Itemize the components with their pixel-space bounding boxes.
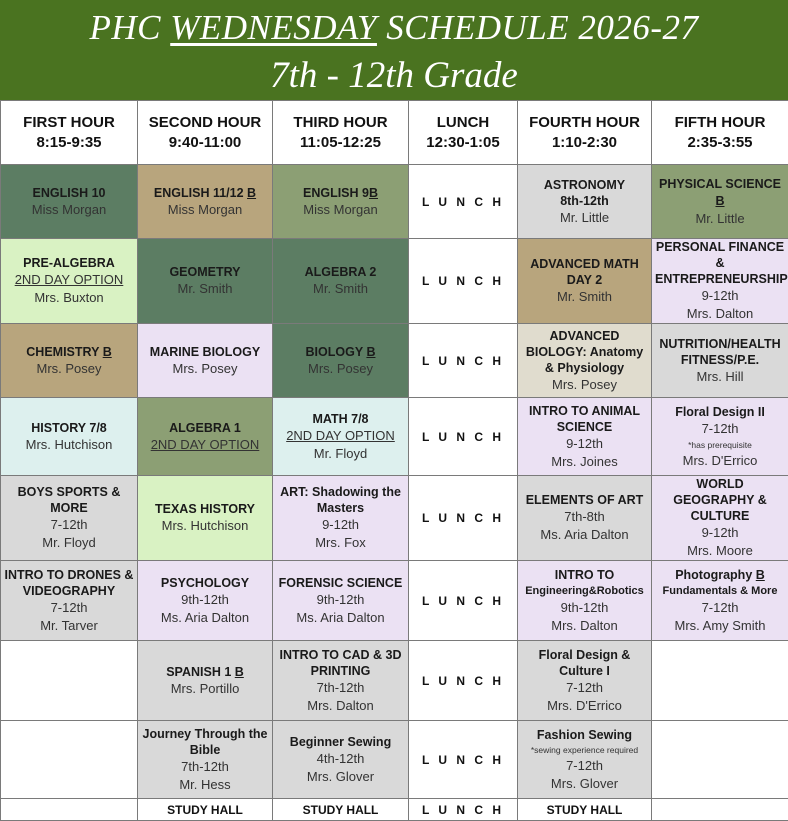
header-fifth-hour: FIFTH HOUR 2:35-3:55 bbox=[652, 101, 788, 165]
class-cell: Journey Through the Bible 7th-12th Mr. Hess bbox=[138, 721, 273, 799]
lunch-cell: L U N C H bbox=[409, 476, 518, 561]
lunch-cell: L U N C H bbox=[409, 165, 518, 239]
lunch-cell: L U N C H bbox=[409, 239, 518, 324]
class-cell: Beginner Sewing 4th-12th Mrs. Glover bbox=[273, 721, 409, 799]
class-cell: ART: Shadowing the Masters 9-12th Mrs. Fox bbox=[273, 476, 409, 561]
lunch-cell: L U N C H bbox=[409, 641, 518, 721]
empty-cell bbox=[652, 641, 788, 721]
class-cell: INTRO TO ANIMAL SCIENCE 9-12th Mrs. Joines bbox=[518, 398, 652, 476]
class-cell: ENGLISH 9B Miss Morgan bbox=[273, 165, 409, 239]
class-cell: PSYCHOLOGY 9th-12th Ms. Aria Dalton bbox=[138, 561, 273, 641]
b-badge: B bbox=[756, 568, 765, 582]
class-cell: BIOLOGY B Mrs. Posey bbox=[273, 324, 409, 398]
lunch-cell: L U N C H bbox=[409, 324, 518, 398]
class-cell: ADVANCED BIOLOGY: Anatomy & Physiology Mrs. Posey bbox=[518, 324, 652, 398]
title-prefix: PHC bbox=[89, 8, 161, 47]
schedule-title bbox=[0, 8, 788, 48]
schedule-row bbox=[1, 561, 788, 641]
study-hall-cell: STUDY HALL bbox=[138, 799, 273, 821]
b-badge: B bbox=[366, 345, 375, 359]
lunch-cell: L U N C H bbox=[409, 398, 518, 476]
class-cell: Fashion Sewing *sewing experience required 7-12th Mrs. Glover bbox=[518, 721, 652, 799]
class-cell: INTRO TO Engineering&Robotics 9th-12th Mrs. Dalton bbox=[518, 561, 652, 641]
class-cell: ENGLISH 10 Miss Morgan bbox=[1, 165, 138, 239]
schedule-row bbox=[1, 165, 788, 239]
b-badge: B bbox=[103, 345, 112, 359]
schedule-row bbox=[1, 641, 788, 721]
b-badge: B bbox=[235, 665, 244, 679]
class-cell: NUTRITION/HEALTH FITNESS/P.E. Mrs. Hill bbox=[652, 324, 788, 398]
class-cell: BOYS SPORTS & MORE 7-12th Mr. Floyd bbox=[1, 476, 138, 561]
class-cell: INTRO TO CAD & 3D PRINTING 7th-12th Mrs. Dalton bbox=[273, 641, 409, 721]
header-first-hour: FIRST HOUR 8:15-9:35 bbox=[1, 101, 138, 165]
schedule-row bbox=[1, 324, 788, 398]
class-cell: SPANISH 1 B Mrs. Portillo bbox=[138, 641, 273, 721]
schedule-row bbox=[1, 476, 788, 561]
class-cell: GEOMETRY Mr. Smith bbox=[138, 239, 273, 324]
class-cell: ALGEBRA 2 Mr. Smith bbox=[273, 239, 409, 324]
study-hall-cell: STUDY HALL bbox=[273, 799, 409, 821]
b-badge: B bbox=[369, 186, 378, 200]
study-hall-cell: STUDY HALL bbox=[518, 799, 652, 821]
empty-cell bbox=[652, 799, 788, 821]
class-cell: FORENSIC SCIENCE 9th-12th Ms. Aria Dalton bbox=[273, 561, 409, 641]
lunch-cell: L U N C H bbox=[409, 799, 518, 821]
header-row bbox=[1, 101, 788, 165]
schedule-row bbox=[1, 721, 788, 799]
title-day: WEDNESDAY bbox=[170, 8, 377, 47]
class-cell: Floral Design II 7-12th *has prerequisite Mrs. D'Errico bbox=[652, 398, 788, 476]
class-cell: ASTRONOMY 8th-12th Mr. Little bbox=[518, 165, 652, 239]
empty-cell bbox=[1, 721, 138, 799]
empty-cell bbox=[652, 721, 788, 799]
class-cell: PHYSICAL SCIENCE B Mr. Little bbox=[652, 165, 788, 239]
title-suffix: SCHEDULE 2026-27 bbox=[386, 8, 698, 47]
empty-cell bbox=[1, 641, 138, 721]
grade-range: 7th - 12th Grade bbox=[0, 55, 788, 97]
header-fourth-hour: FOURTH HOUR 1:10-2:30 bbox=[518, 101, 652, 165]
class-cell: MARINE BIOLOGY Mrs. Posey bbox=[138, 324, 273, 398]
schedule-row bbox=[1, 398, 788, 476]
class-cell: PERSONAL FINANCE & ENTREPRENEURSHIP 9-12th Mrs. Dalton bbox=[652, 239, 788, 324]
class-cell: ENGLISH 11/12 B Miss Morgan bbox=[138, 165, 273, 239]
class-cell: HISTORY 7/8 Mrs. Hutchison bbox=[1, 398, 138, 476]
class-cell: MATH 7/8 2ND DAY OPTION Mr. Floyd bbox=[273, 398, 409, 476]
class-cell: ADVANCED MATH DAY 2 Mr. Smith bbox=[518, 239, 652, 324]
class-cell: TEXAS HISTORY Mrs. Hutchison bbox=[138, 476, 273, 561]
schedule-banner bbox=[0, 0, 788, 100]
b-badge: B bbox=[715, 194, 724, 208]
class-cell: PRE-ALGEBRA 2ND DAY OPTION Mrs. Buxton bbox=[1, 239, 138, 324]
class-cell: CHEMISTRY B Mrs. Posey bbox=[1, 324, 138, 398]
lunch-cell: L U N C H bbox=[409, 561, 518, 641]
schedule-row bbox=[1, 239, 788, 324]
b-badge: B bbox=[247, 186, 256, 200]
header-third-hour: THIRD HOUR 11:05-12:25 bbox=[273, 101, 409, 165]
class-cell: WORLD GEOGRAPHY & CULTURE 9-12th Mrs. Moore bbox=[652, 476, 788, 561]
study-hall-row bbox=[1, 799, 788, 821]
class-cell: INTRO TO DRONES & VIDEOGRAPHY 7-12th Mr. Tarver bbox=[1, 561, 138, 641]
header-lunch: LUNCH 12:30-1:05 bbox=[409, 101, 518, 165]
lunch-cell: L U N C H bbox=[409, 721, 518, 799]
class-cell: ELEMENTS OF ART 7th-8th Ms. Aria Dalton bbox=[518, 476, 652, 561]
header-second-hour: SECOND HOUR 9:40-11:00 bbox=[138, 101, 273, 165]
class-cell: Photography B Fundamentals & More 7-12th Mrs. Amy Smith bbox=[652, 561, 788, 641]
class-cell: Floral Design & Culture I 7-12th Mrs. D'Errico bbox=[518, 641, 652, 721]
schedule-table bbox=[0, 100, 788, 821]
empty-cell bbox=[1, 799, 138, 821]
class-cell: ALGEBRA 1 2ND DAY OPTION bbox=[138, 398, 273, 476]
